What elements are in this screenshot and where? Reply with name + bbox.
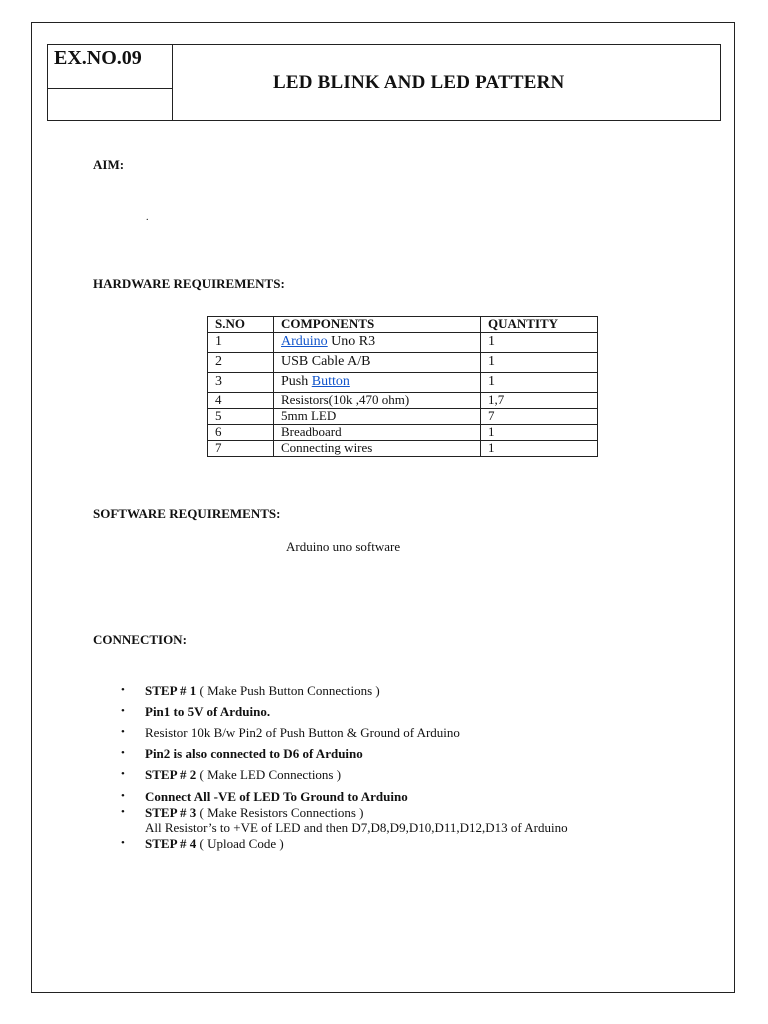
cell-sno: 5 — [208, 409, 274, 425]
step-bold-text: STEP # 4 — [145, 836, 197, 851]
cell-quantity: 1 — [481, 425, 598, 441]
hardware-heading: HARDWARE REQUIREMENTS: — [93, 276, 285, 291]
step-text: ( Make Resistors Connections ) — [196, 805, 364, 820]
list-item — [93, 805, 693, 835]
cell-component: Resistors(10k ,470 ohm) — [274, 393, 481, 409]
bullet-icon: • — [121, 726, 125, 738]
cell-quantity: 1 — [481, 333, 598, 353]
bullet-icon: • — [121, 768, 125, 780]
list-item — [93, 767, 693, 782]
step-bold-text: STEP # 2 — [145, 767, 197, 782]
page-title: LED BLINK AND LED PATTERN — [273, 72, 565, 93]
header-divider-horizontal — [48, 88, 172, 89]
step-bold-text: STEP # 1 — [145, 683, 197, 698]
software-heading: SOFTWARE REQUIREMENTS: — [93, 506, 281, 521]
cell-component — [274, 373, 481, 393]
cell-sno: 6 — [208, 425, 274, 441]
table-row — [208, 425, 598, 441]
bullet-icon: • — [121, 684, 125, 696]
connection-heading: CONNECTION: — [93, 632, 187, 647]
cell-quantity: 1 — [481, 353, 598, 373]
hardware-table — [207, 316, 598, 457]
list-item — [93, 836, 693, 851]
connection-steps-list — [93, 683, 693, 851]
header-divider-vertical — [172, 45, 173, 120]
table-row — [208, 441, 598, 457]
step-text: ( Make Push Button Connections ) — [196, 683, 380, 698]
cell-sno: 1 — [208, 333, 274, 353]
list-item — [93, 725, 693, 740]
bullet-icon: • — [121, 747, 125, 759]
cell-component: Connecting wires — [274, 441, 481, 457]
list-item — [93, 746, 693, 761]
cell-component: 5mm LED — [274, 409, 481, 425]
table-row — [208, 409, 598, 425]
cell-component: Breadboard — [274, 425, 481, 441]
step-text: Resistor 10k B/w Pin2 of Push Button & Ground of Arduino — [145, 725, 460, 740]
table-header-row — [208, 317, 598, 333]
cell-sno: 7 — [208, 441, 274, 457]
column-header-quantity: QUANTITY — [481, 317, 598, 333]
cell-quantity: 1,7 — [481, 393, 598, 409]
table-row — [208, 373, 598, 393]
step-bold-text: Pin2 is also connected to D6 of Arduino — [145, 746, 363, 761]
aim-heading: AIM: — [93, 157, 125, 172]
exercise-number: EX.NO.09 — [54, 47, 142, 69]
header-box — [47, 44, 721, 121]
step-bold-text: Connect All -VE of LED To Ground to Arduino — [145, 789, 408, 804]
cell-quantity: 7 — [481, 409, 598, 425]
cell-sno: 3 — [208, 373, 274, 393]
component-text: Push — [281, 374, 312, 389]
step-text: ( Upload Code ) — [196, 836, 284, 851]
step-text: ( Make LED Connections ) — [196, 767, 342, 782]
aim-text: . — [146, 212, 149, 223]
bullet-icon: • — [121, 705, 125, 717]
bullet-icon: • — [121, 806, 125, 818]
cell-quantity: 1 — [481, 441, 598, 457]
list-item — [93, 683, 693, 698]
table-row — [208, 393, 598, 409]
button-link[interactable]: Button — [311, 374, 350, 389]
cell-quantity: 1 — [481, 373, 598, 393]
cell-component: USB Cable A/B — [274, 353, 481, 373]
bullet-icon: • — [121, 790, 125, 802]
list-item — [93, 704, 693, 719]
cell-sno: 4 — [208, 393, 274, 409]
arduino-link[interactable]: Arduino — [281, 334, 328, 349]
cell-component — [274, 333, 481, 353]
cell-sno: 2 — [208, 353, 274, 373]
table-row — [208, 353, 598, 373]
bullet-icon: • — [121, 837, 125, 849]
list-item — [93, 789, 693, 804]
column-header-components: COMPONENTS — [274, 317, 481, 333]
software-text: Arduino uno software — [286, 539, 401, 554]
component-text-suffix: Uno R3 — [327, 334, 376, 349]
step-bold-text: Pin1 to 5V of Arduino. — [145, 704, 271, 719]
column-header-sno: S.NO — [208, 317, 274, 333]
table-row — [208, 333, 598, 353]
step-bold-text: STEP # 3 — [145, 805, 197, 820]
step-text-continued: All Resistor’s to +VE of LED and then D7,D8,D9,D10,D11,D12,D13 of Arduino — [145, 820, 568, 835]
